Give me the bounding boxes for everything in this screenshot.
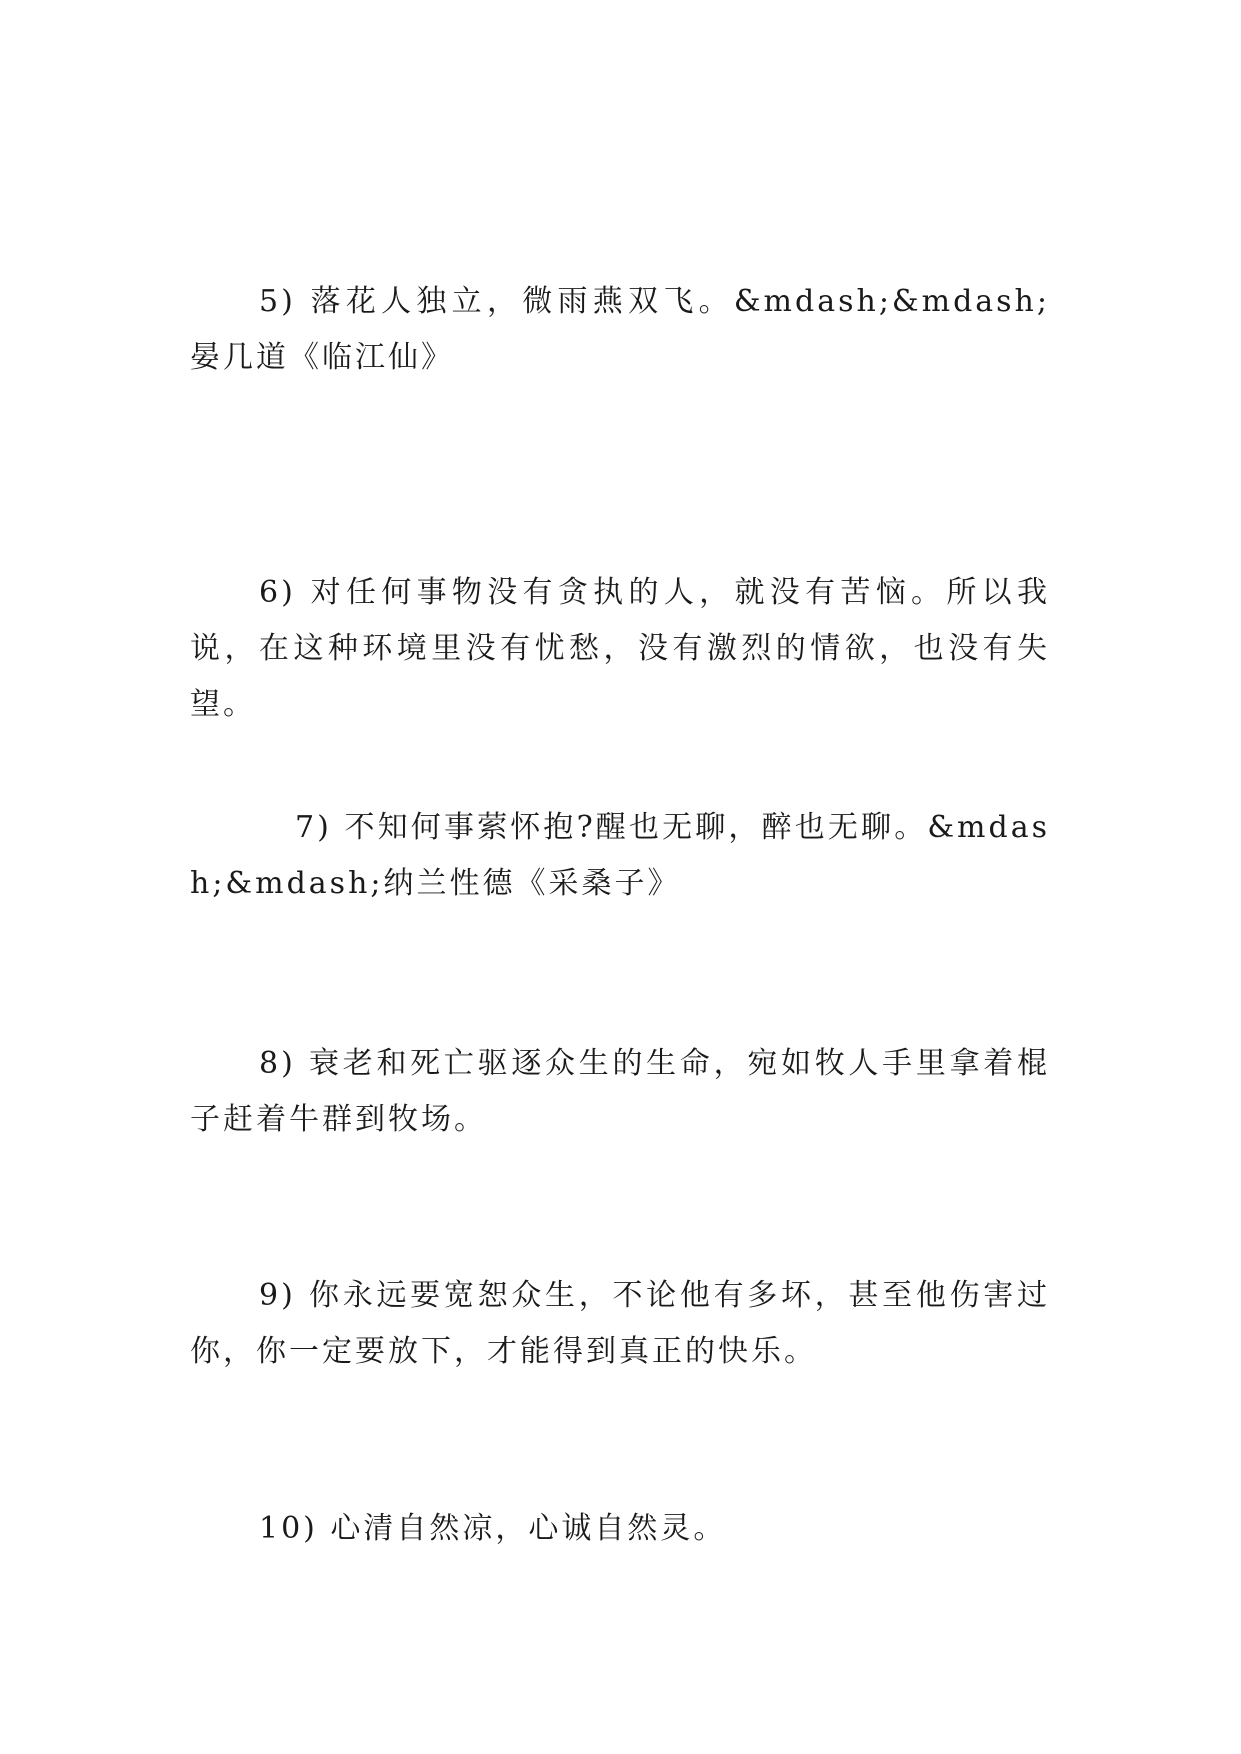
quote-paragraph-7: 7) 不知何事萦怀抱?醒也无聊，醉也无聊。&mdash;&mdash;纳兰性德《采桑子》 xyxy=(190,810,1050,901)
quote-paragraph-5: 5) 落花人独立，微雨燕双飞。&mdash;&mdash;晏几道《临江仙》 xyxy=(190,284,1050,375)
quote-paragraph-10: 10) 心清自然凉，心诚自然灵。 xyxy=(259,1511,727,1546)
quote-paragraph-9: 9) 你永远要宽恕众生，不论他有多坏，甚至他伤害过你，你一定要放下，才能得到真正的快乐。 xyxy=(190,1278,1050,1369)
quote-paragraph-8: 8) 衰老和死亡驱逐众生的生命，宛如牧人手里拿着棍子赶着牛群到牧场。 xyxy=(190,1046,1050,1137)
quote-paragraph-6: 6) 对任何事物没有贪执的人，就没有苦恼。所以我说，在这种环境里没有忧愁，没有激烈的情欲，也没有失望。 xyxy=(190,575,1050,722)
